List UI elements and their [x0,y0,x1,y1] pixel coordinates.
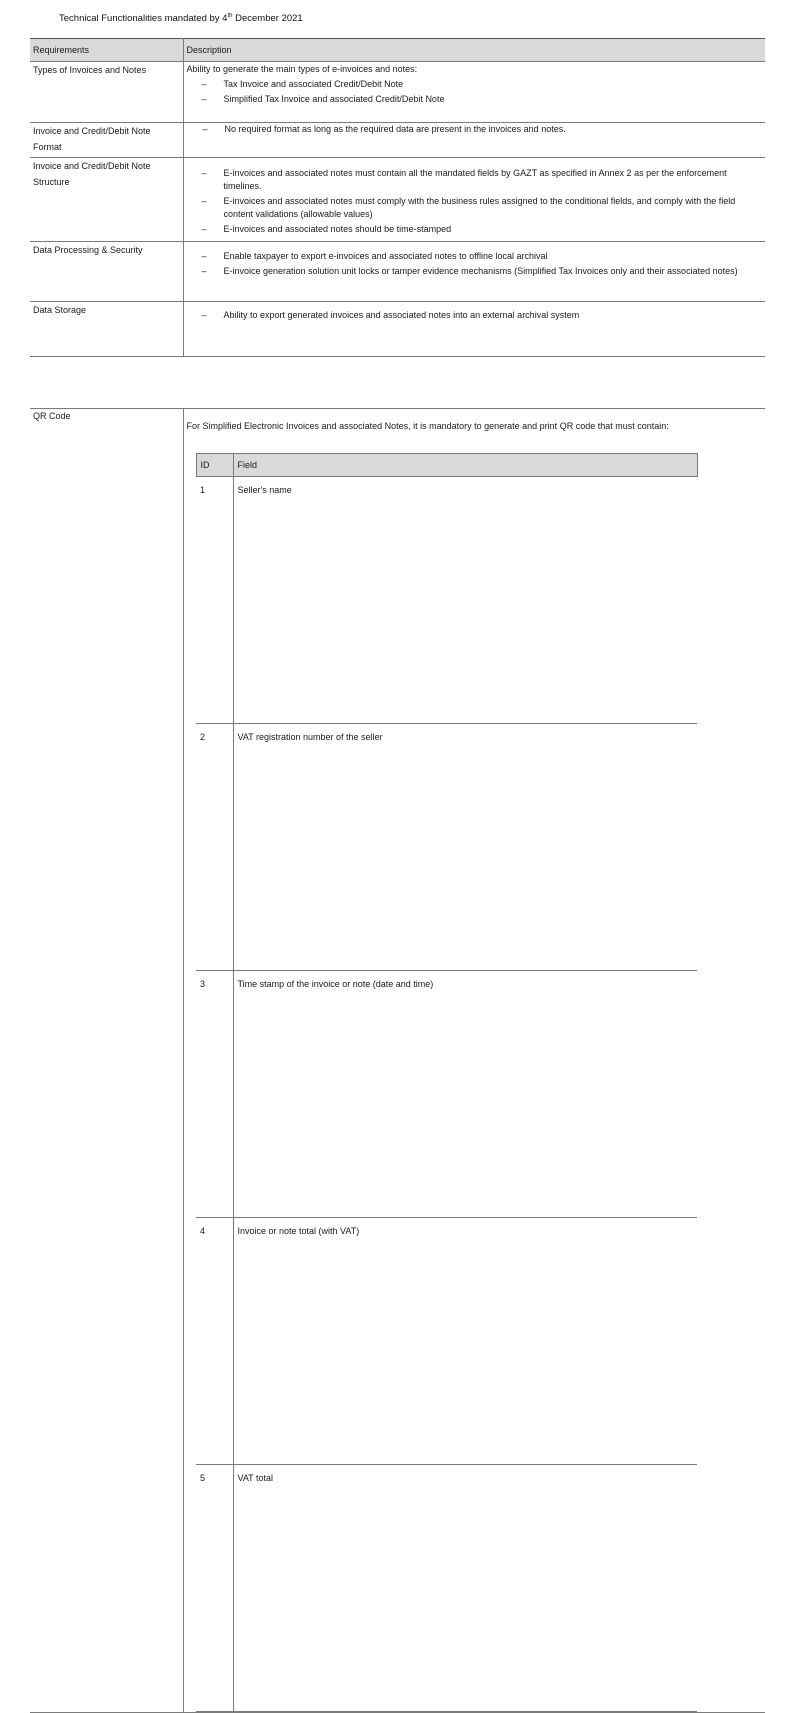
qr-fields-header-row [196,454,697,477]
field-name: Invoice or note total (with VAT) [233,1218,697,1465]
qr-intro-text: For Simplified Electronic Invoices and associated Notes, it is mandatory to generate and print QR code that must contain: [186,421,669,431]
list-item: – Ability to export generated invoices and associated notes into an external archival system [187,309,763,322]
list-item: – No required format as long as the required data are present in the invoices and notes. [187,123,763,136]
table-row [196,1465,697,1712]
qr-fields-table [196,453,698,1712]
table-row [30,242,765,302]
requirement-name: Invoice and Credit/Debit Note Format [30,123,183,158]
field-name: Time stamp of the invoice or note (date and time) [233,971,697,1218]
qr-code-label: QR Code [30,409,183,1713]
header-description: Description [183,39,765,62]
header-requirements: Requirements [30,39,183,62]
requirement-name: Invoice and Credit/Debit Note Structure [30,158,183,242]
requirement-description [183,123,765,158]
table-row [30,62,765,123]
requirement-description [183,62,765,123]
requirement-description [183,242,765,302]
list-item: – E-invoices and associated notes must contain all the mandated fields by GAZT as specified in Annex 2 as per the enforcement timelines. [187,167,763,193]
title-prefix: Technical Functionalities mandated by 4 [59,13,228,24]
table-row [30,123,765,158]
document-title [59,13,303,24]
title-superscript: th [227,13,233,19]
list-item: – E-invoice generation solution unit locks or tamper evidence mechanisms (Simplified Tax Invoices only and their associated notes) [187,265,763,278]
requirement-description [183,302,765,357]
field-id: 1 [196,477,233,724]
table-row [196,1218,697,1465]
field-id: 5 [196,1465,233,1712]
field-id: 3 [196,971,233,1218]
field-id: 2 [196,724,233,971]
header-field: Field [233,454,697,477]
description-intro: Ability to generate the main types of e-invoices and notes: [186,64,418,74]
field-name: Seller's name [233,477,697,724]
requirements-header-row [30,39,765,62]
list-item: – E-invoices and associated notes must comply with the business rules assigned to the conditional fields, and comply with the field content validations (allowable values) [187,195,763,221]
table-row [30,302,765,357]
list-item: – Enable taxpayer to export e-invoices and associated notes to offline local archival [187,250,763,263]
table-row [196,971,697,1218]
qr-code-table [30,408,765,1713]
header-id: ID [196,454,233,477]
requirements-table [30,38,765,357]
field-name: VAT registration number of the seller [233,724,697,971]
title-suffix: December 2021 [232,13,303,24]
field-id: 4 [196,1218,233,1465]
requirement-name: Data Storage [30,302,183,357]
list-item: – E-invoices and associated notes should be time-stamped [187,223,763,236]
table-row [196,477,697,724]
list-item: – Tax Invoice and associated Credit/Debit Note [187,78,763,91]
table-row [30,409,765,1713]
table-row [196,724,697,971]
requirement-name: Data Processing & Security [30,242,183,302]
list-item: – Simplified Tax Invoice and associated Credit/Debit Note [187,93,763,106]
field-name: VAT total [233,1465,697,1712]
requirement-name: Types of Invoices and Notes [30,62,183,123]
table-row [30,158,765,242]
requirement-description [183,158,765,242]
qr-code-description [183,409,765,1713]
